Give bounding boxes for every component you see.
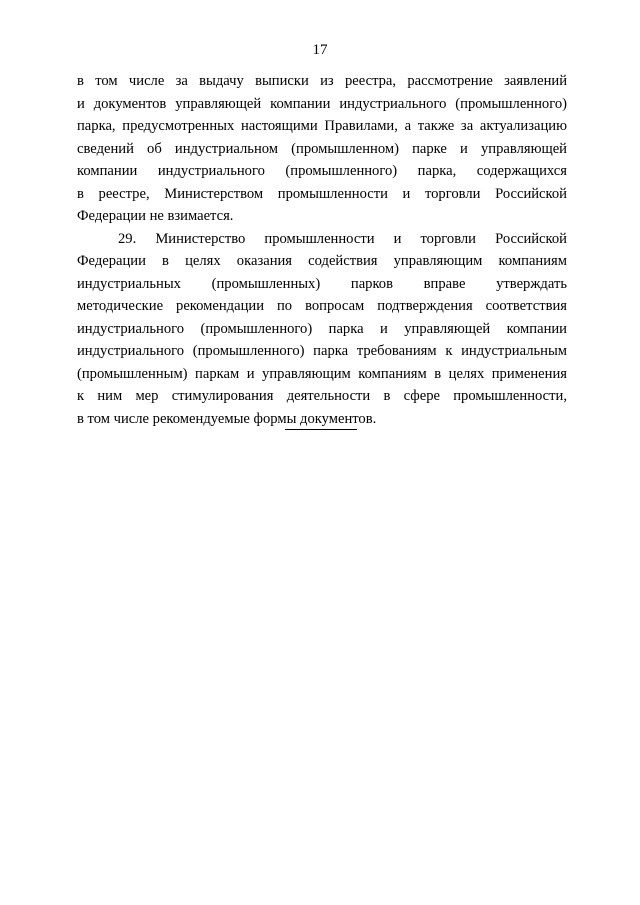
text-line: парка, предусмотренных настоящими Правилами, а также за актуализацию	[77, 118, 567, 134]
text-line: (промышленным) паркам и управляющим компаниям в целях применения	[77, 365, 567, 382]
text-line: в реестре, Министерством промышленности и торговли Российской	[77, 185, 567, 202]
text-line: индустриального (промышленного) парка требованиям к индустриальным	[77, 343, 567, 359]
text-line: к ним мер стимулирования деятельности в сфере промышленности,	[77, 388, 567, 404]
document-body	[77, 70, 567, 430]
end-of-document-rule	[285, 429, 357, 430]
text-line: сведений об индустриальном (промышленном) парке и управляющей	[77, 140, 567, 157]
text-line: и документов управляющей компании индустриального (промышленного)	[77, 95, 567, 112]
page-number: 17	[312, 42, 328, 58]
paragraph-29	[77, 228, 567, 431]
text-line: индустриальных (промышленных) парков вправе утверждать	[77, 275, 567, 292]
text-line: Федерации в целях оказания содействия управляющим компаниям	[77, 253, 567, 269]
paragraph-continuation	[77, 70, 567, 228]
text-line: индустриального (промышленного) парка и управляющей компании	[77, 320, 567, 337]
text-line: Федерации не взимается.	[77, 208, 234, 224]
text-line: компании индустриального (промышленного) парка, содержащихся	[77, 163, 567, 179]
text-line: в том числе за выдачу выписки из реестра, рассмотрение заявлений	[77, 73, 567, 89]
text-line: 29. Министерство промышленности и торговли Российской	[118, 230, 567, 247]
text-line: методические рекомендации по вопросам подтверждения соответствия	[77, 298, 567, 314]
text-line: в том числе рекомендуемые формы документов.	[77, 410, 377, 427]
